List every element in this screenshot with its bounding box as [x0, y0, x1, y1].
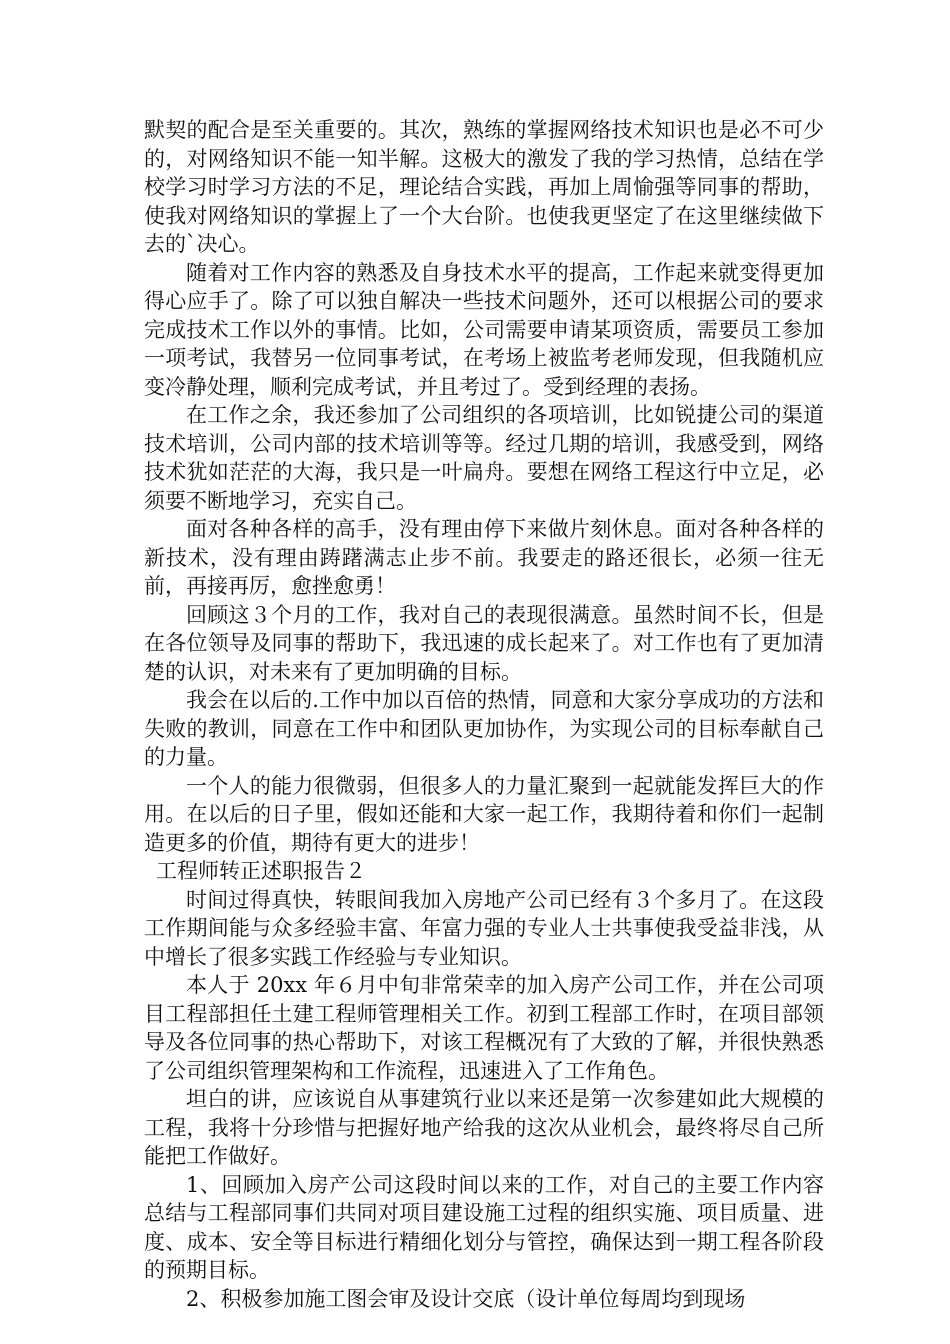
paragraph-joining: 本人于 20xx 年６月中旬非常荣幸的加入房产公司工作，并在公司项目工程部担任土建工程师管理相关工作。初到工程部工作时，在项目部领导及各位同事的热心帮助下，对该工程概况有了大致的了解，并很快熟悉了公司组织管理架构和工作流程，迅速进入了工作角色。 — [144, 973, 824, 1083]
paragraph-intro: 时间过得真快，转眼间我加入房地产公司已经有３个多月了。在这段工作期间能与众多经验丰富、年富力强的专业人士共事使我受益非浅，从中增长了很多实践工作经验与专业知识。 — [144, 887, 824, 969]
paragraph-training: 在工作之余，我还参加了公司组织的各项培训，比如锐捷公司的渠道技术培训，公司内部的技术培训等等。经过几期的培训，我感受到，网络技术犹如茫茫的大海，我只是一叶扁舟。要想在网络工程这行中立足，必须要不断地学习，充实自己。 — [144, 403, 824, 513]
paragraph-opportunity: 坦白的讲，应该说自从事建筑行业以来还是第一次参建如此大规模的工程，我将十分珍惜与把握好地产给我的这次从业机会，最终将尽自己所能把工作做好。 — [144, 1087, 824, 1168]
paragraph-enthusiasm: 我会在以后的.工作中加以百倍的热情，同意和大家分享成功的方法和失败的教训，同意在工作中和团队更加协作，为实现公司的目标奉献自己的力量。 — [144, 688, 824, 769]
paragraph-item-2: 2、积极参加施工图会审及设计交底（设计单位每周均到现场 — [186, 1286, 746, 1311]
paragraph-skill-growth: 随着对工作内容的熟悉及自身技术水平的提高，工作起来就变得更加得心应手了。除了可以独自解决一些技术问题外，还可以根据公司的要求完成技术工作以外的事情。比如，公司需要申请某项资质，需要员工参加一项考试，我替另一位同事考试，在考场上被监考老师发现，但我随机应变冷静处理，顺利完成考试，并且考过了。受到经理的表扬。 — [144, 260, 824, 399]
paragraph-conclusion: 一个人的能力很微弱，但很多人的力量汇聚到一起就能发挥巨大的作用。在以后的日子里，假如还能和大家一起工作，我期待着和你们一起制造更多的价值，期待有更大的进步！ — [144, 773, 824, 855]
paragraph-teamwork: 默契的配合是至关重要的。其次，熟练的掌握网络技术知识也是必不可少的，对网络知识不能一知半解。这极大的激发了我的学习热情，总结在学校学习时学习方法的不足，理论结合实践，再加上周愉强等同事的帮助，使我对网络知识的掌握上了一个大台阶。也使我更坚定了在这里继续做下去的`决心。 — [144, 118, 824, 256]
paragraph-item-1: 1、回顾加入房产公司这段时间以来的工作，对自己的主要工作内容总结与工程部同事们共同对项目建设施工过程的组织实施、项目质量、进度、成本、安全等目标进行精细化划分与管控，确保达到一期工程各阶段的预期目标。 — [144, 1172, 824, 1282]
paragraph-new-tech: 面对各种各样的高手，没有理由停下来做片刻休息。面对各种各样的新技术，没有理由踌躇满志止步不前。我要走的路还很长，必须一往无前，再接再厉，愈挫愈勇！ — [144, 517, 824, 598]
section-title: 工程师转正述职报告２ — [156, 859, 366, 883]
paragraph-review: 回顾这３个月的工作，我对自己的表现很满意。虽然时间不长，但是在各位领导及同事的帮助下，我迅速的成长起来了。对工作也有了更加清楚的认识，对未来有了更加明确的目标。 — [144, 602, 824, 684]
document-page — [144, 116, 824, 1313]
